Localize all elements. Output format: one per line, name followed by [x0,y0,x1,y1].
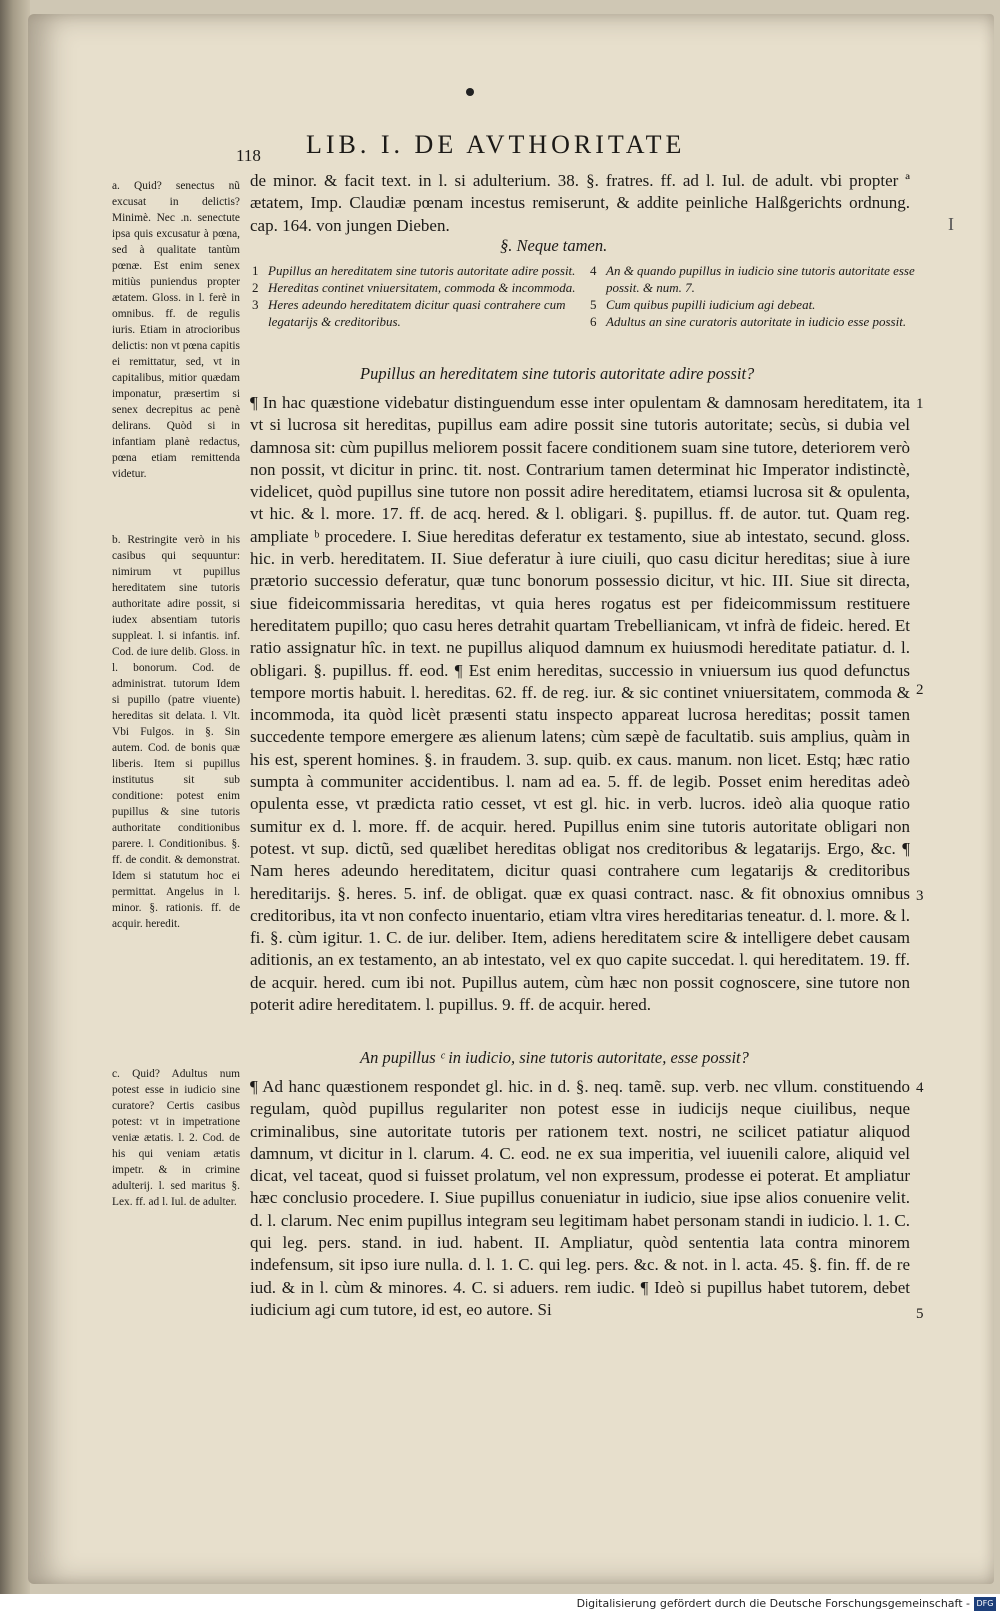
summary-text: Hereditas continet vniuersitatem, commoda & incommoda. [268,280,576,295]
page-ornament [466,88,474,96]
summary-number: 6 [590,314,597,329]
summary-number: 1 [252,263,259,278]
summary-item [590,262,916,296]
summary-number: 5 [590,297,597,312]
footer-credit: Digitalisierung gefördert durch die Deutsche Forschungsgemeinschaft - [576,1597,970,1610]
summary-number: 2 [252,280,259,295]
side-number: 4 [916,1080,924,1096]
book-gutter [0,0,30,1617]
question-heading-1: Pupillus an hereditatem sine tutoris autoritate adire possit? [360,364,755,383]
question-heading-2: An pupillus ᶜ in iudicio, sine tutoris autoritate, esse possit? [360,1048,749,1067]
summary-item [590,313,916,330]
side-number: 5 [916,1306,924,1322]
running-head: LIB. I. DE AVTHORITATE [306,130,686,159]
summary-text: Adultus an sine curatoris autoritate in iudicio esse possit. [606,314,907,329]
paragraph-1: ¶ In hac quæstione videbatur distinguendum esse inter opulentam & damnosam hereditatem, ita vt si lucrosa sit hereditas, pupillus eam adire possit sine tutoris autoritate; secùs, si dubia vel damnosa sit: cùm pupillus meliorem possit facere conditionem suam sine tutore, deteriorem verò non possit, vt dicitur in princ. tit. nost. Contrarium tamen determinat hic Imperator indistinctè, videlicet, quòd pupillus sine tutore non possit adire hereditatem, etiamsi lucrosa sit & opulenta, vt hic. & l. more. 17. ff. de acq. hered. & l. obligari. §. pupillus. ff. de autor. tut. Quam reg. ampliate ᵇ procedere. I. Siue hereditas deferatur ex testamento, siue ab intestato, secund. gloss. hic. in verb. hereditatem. II. Siue deferatur à iure ciuili, quo casu dicitur hereditas; siue à iure prætorio successio deferatur, quæ tunc bonorum possessio dicitur, vt hic. III. Siue sit directa, siue fideicommissaria hereditas, vt quia heres rogatus est per fideicommissum restituere hereditatem pupillo; quo casu heres detrahit quartam Trebellianicam, vt infrà de fideic. hered. Et ratio assignatur hîc. in text. ne pupillus aliquod damnum ex huiusmodi hereditate patiatur. d. l. obligari. §. pupillus. ff. eod. ¶ Est enim hereditas, successio in vniuersum ius quod defunctus tempore mortis habuit. l. hereditas. 62. ff. de reg. iur. & sic continet vniuersitatem, commoda & incommoda, ita quòd licèt præsenti statu inspecto appareat lucrosa hereditas; possit tamen succedente tempore emergere æs alienum latens; cùm sæpè de facultatib. suis amplius, quàm in his est, sperent homines. §. in fraudem. 3. sup. quib. ex caus. manum. non licet. Estq; hæc ratio sumpta à communiter accidentibus. l. nam ad ea. 5. ff. de legib. Posset enim hereditas adeò opulenta esse, vt prædicta ratio cesset, vt est gl. hic. in verb. lucros. ideò alia quoque ratio sumitur ex d. l. more. ff. de acquir. hered. Pupillus enim sine tutoris autoritate obligari non potest. vt sup. dictũ, sed quælibet hereditas obligat nos creditoribus & legatarijs. Ergo, &c. ¶ Nam heres adeundo hereditatem, dicitur quasi contrahere cum legatarijs & creditoribus hereditarijs. §. heres. 5. inf. de obligat. quæ ex quasi contract. nasc. & fit obnoxius omnibus creditoribus, ita vt non confecto inuentario, etiam vltra vires hereditarias teneatur. d. l. more. & l. fi. §. cùm igitur. 1. C. de iur. deliber. Item, adiens hereditatem scire & intelligere debet causam aditionis, an ex testamento, an ab intestato, vel ex quo capite succedat. l. qui hereditatem. 19. ff. de acquir. hered. cum ibi not. Pupillus autem, cùm hæc non possit cognoscere, sine tutore non poterit adire hereditatem. l. pupillus. 9. ff. de acquir. hered. [250,393,910,1015]
summary-item [252,262,582,279]
paragraph-2: ¶ Ad hanc quæstionem respondet gl. hic. in d. §. neq. tamẽ. sup. verb. nec vllum. constituendo regulam, quòd pupillus regulariter non potest esse in iudicijs neque ciuilibus, neque criminalibus, sine autoritate tutoris per rationem text. nostri, ne scilicet patiatur aliquod damnum, vt dicitur in l. clarum. 4. C. eod. ne ex sua imperitia, vel iuuenili calore, aliquid vel dicat, vel taceat, quod si fuisset prolatum, vel non expressum, prodesse ei poterat. Et ampliatur hæc conclusio procedere. I. Siue pupillus conueniatur in iudicio, siue ipse alios conuenire velit. d. l. clarum. Nec enim pupillus integram seu legitimam habet personam standi in iudicio. l. 1. C. qui leg. pers. stand. in iud. habent. II. Ampliatur, quòd sententia lata contra minorem indefensum, sit ipso iure nulla. d. l. 1. C. qui leg. pers. &c. & not. in l. acta. 45. §. fin. ff. de re iud. & in l. cùm & minores. 4. C. si aduers. rem iudic. ¶ Ideò si pupillus habet tutorem, debet iudicium agi cum tutore, id est, eo autore. Si [250,1077,910,1319]
summary-number: 4 [590,263,597,278]
summary-item [252,296,582,330]
section-title: §. Neque tamen. [500,236,608,255]
margin-gloss-a: a. Quid? senectus nũ excusat in delictis? Minimè. Nec .n. senectute ipsa quis excusatur à pœna, sed à qualitate tantùm pœnæ. Est enim senex mitiùs puniendus propter ætatem. Gloss. in l. ferè in omnibus. ff. de regulis iuris. Etiam in atrocioribus delictis: non vt pœna capitis ei remittatur, sed, vt in capitalibus, mitior quædam imponatur, præsertim si senex decrepitus ac penè delirans. Quòd si in infantiam planè redactus, pœna etiam remittenda videtur. [112,180,240,480]
dfg-logo-icon: DFG [974,1597,996,1611]
summary-text: An & quando pupillus in iudicio sine tutoris autoritate esse possit. & num. 7. [606,263,915,295]
folio-number: 118 [236,146,261,165]
opening-text: de minor. & facit text. in l. si adulterium. 38. §. fratres. ff. ad l. Iul. de adult. vbi propter ª ætatem, Imp. Claudiæ pœnam incestus remiserunt, & addite peinliche Halßgerichts ordnung. cap. 164. von jungen Dieben. [250,171,910,235]
summary-number: 3 [252,297,259,312]
right-edge-mark: I [948,214,954,234]
margin-gloss-b: b. Restringite verò in his casibus qui sequuntur: nimirum vt pupillus hereditatem sine tutoris authoritate adire possit, si iudex absentiam tutoris suppleat. l. si infantis. inf. Cod. de iure delib. Gloss. in l. bonorum. Cod. de administrat. tutorum Idem si pupillo (patre viuente) hereditas sit delata. l. Vlt. Vbi Fulgos. in §. Sin autem. Cod. de bonis quæ liberis. Item si pupillus institutus sit sub conditione: potest enim pupillus & sine tutoris authoritate conditionibus parere. l. Conditionibus. §. ff. de condit. & demonstrat. Idem si statutum hoc ei permittat. Angelus in l. minor. §. rationis. ff. de acquir. heredit. [112,534,240,930]
digitization-footer [0,1594,1000,1617]
summary-left-column [252,262,582,330]
summary-text: Pupillus an hereditatem sine tutoris autoritate adire possit. [268,263,576,278]
summary-item [590,296,916,313]
side-number: 1 [916,396,924,412]
summary-text: Heres adeundo hereditatem dicitur quasi contrahere cum legatarijs & creditoribus. [268,297,566,329]
margin-gloss-c: c. Quid? Adultus num potest esse in iudicio sine curatore? Certis casibus potest: vt in impetratione veniæ ætatis. l. 2. Cod. de his qui veniam ætatis impetr. & in crimine adulterij. l. sed maritus §. Lex. ff. ad l. Iul. de adulter. [112,1068,240,1208]
summary-item [252,279,582,296]
summary-text: Cum quibus pupilli iudicium agi debeat. [606,297,816,312]
side-number: 3 [916,888,924,904]
summary-right-column [590,262,916,330]
side-number: 2 [916,682,924,698]
